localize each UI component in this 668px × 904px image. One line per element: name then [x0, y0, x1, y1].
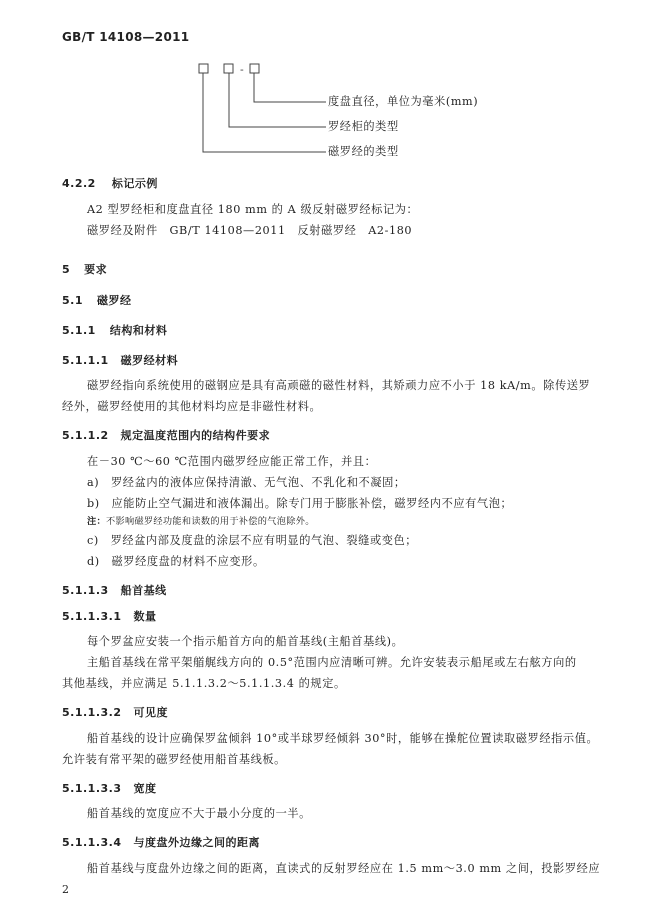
diagram-leader-line-2 — [229, 73, 326, 127]
note-label: 注： — [87, 516, 106, 527]
heading-5-1-1-3: 5.1.1.3 船首基线 — [62, 584, 167, 597]
paragraph-line: 主船首基线在常平架艏艉线方向的 0.5°范围内应清晰可辨。允许安装表示船尾或左右舷方向的 — [87, 656, 577, 669]
list-item-c: c) 罗经盆内部及度盘的涂层不应有明显的气泡、裂缝或变色； — [87, 534, 418, 547]
diagram-box-binnacle-type — [224, 64, 233, 73]
heading-5-1-1-1: 5.1.1.1 磁罗经材料 — [62, 354, 179, 367]
paragraph-line: 船首基线的宽度应不大于最小分度的一半。 — [87, 807, 311, 820]
paragraph-line: A2 型罗经柜和度盘直径 180 mm 的 A 级反射磁罗经标记为： — [87, 203, 419, 216]
page-number: 2 — [62, 883, 69, 896]
standard-number-header: GB/T 14108—2011 — [62, 30, 190, 44]
paragraph-line: 允许装有常平架的磁罗经使用船首基线板。 — [62, 753, 286, 766]
heading-5-1-1-2: 5.1.1.2 规定温度范围内的结构件要求 — [62, 429, 271, 442]
paragraph-line: 磁罗经及附件 GB/T 14108—2011 反射磁罗经 A2-180 — [87, 224, 413, 237]
note-text: 不影响磁罗经功能和读数的用于补偿的气泡除外。 — [105, 516, 315, 527]
diagram-label-card-diameter: 度盘直径，单位为毫米(mm) — [328, 95, 479, 108]
paragraph-line: 磁罗经指向系统使用的磁钢应是具有高顽磁的磁性材料，其矫顽力应不小于 18 kA/m。除传送罗 — [87, 379, 591, 392]
diagram-leader-line-1 — [254, 73, 326, 102]
paragraph-line: 船首基线的设计应确保罗盆倾斜 10°或半球罗经倾斜 30°时，能够在操舵位置读取磁罗经指示值。 — [87, 732, 599, 745]
paragraph-line: 每个罗盆应安装一个指示船首方向的船首基线(主船首基线)。 — [87, 635, 404, 648]
paragraph-line: 船首基线与度盘外边缘之间的距离，直读式的反射罗经应在 1.5 mm～3.0 mm 之间，投影罗经应 — [87, 862, 601, 875]
list-item-a: a) 罗经盆内的液体应保持清澈、无气泡、不乳化和不凝固； — [87, 476, 406, 489]
diagram-separator: - — [240, 63, 244, 76]
diagram-box-compass-type — [199, 64, 208, 73]
diagram-leader-line-3 — [203, 73, 326, 152]
heading-5-1-1-3-4: 5.1.1.3.4 与度盘外边缘之间的距离 — [62, 836, 260, 849]
diagram-label-compass-type: 磁罗经的类型 — [328, 145, 399, 158]
list-item-d: d) 磁罗经度盘的材料不应变形。 — [87, 555, 265, 568]
heading-number: 4.2.2 — [62, 177, 96, 190]
heading-5-1-1-3-2: 5.1.1.3.2 可见度 — [62, 706, 168, 719]
diagram-label-binnacle-type: 罗经柜的类型 — [328, 120, 399, 133]
heading-title: 标记示例 — [111, 177, 158, 190]
heading-5: 5 要求 — [62, 263, 108, 276]
heading-5-1: 5.1 磁罗经 — [62, 294, 132, 307]
heading-5-1-1-3-1: 5.1.1.3.1 数量 — [62, 610, 157, 623]
diagram-box-card-diameter — [250, 64, 259, 73]
heading-4-2-2 — [62, 178, 158, 189]
list-item-b: b) 应能防止空气漏进和液体漏出。除专门用于膨胀补偿，磁罗经内不应有气泡； — [87, 497, 513, 510]
heading-5-1-1-3-3: 5.1.1.3.3 宽度 — [62, 782, 157, 795]
heading-5-1-1: 5.1.1 结构和材料 — [62, 324, 168, 337]
note — [87, 517, 315, 526]
paragraph-line: 经外，磁罗经使用的其他材料均应是非磁性材料。 — [62, 400, 322, 413]
paragraph-line: 在－30 ℃～60 ℃范围内磁罗经应能正常工作，并且： — [87, 455, 377, 468]
paragraph-line: 其他基线，并应满足 5.1.1.3.2～5.1.1.3.4 的规定。 — [62, 677, 346, 690]
